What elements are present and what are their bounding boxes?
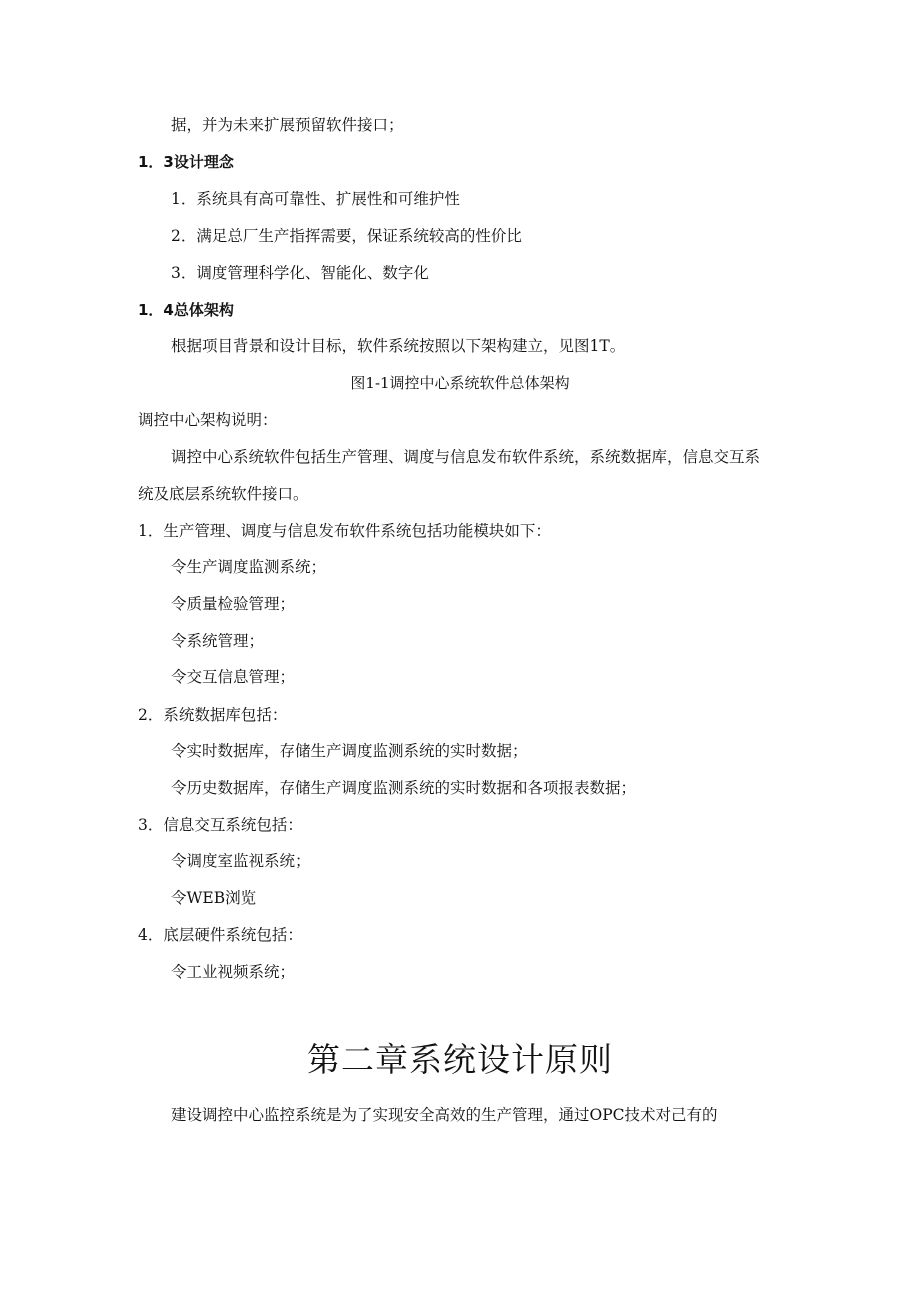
paragraph-text: 根据项目背景和设计目标，软件系统按照以下架构建立，见图1T。 — [171, 337, 626, 355]
bullet-item: 令WEB浏览 — [171, 889, 257, 907]
list-item-1: 1．系统具有高可靠性、扩展性和可维护性 — [171, 190, 460, 208]
paragraph-text: 建设调控中心监控系统是为了实现安全高效的生产管理，通过OPC技术对己有的 — [171, 1106, 718, 1124]
bullet-item: 令生产调度监测系统； — [171, 558, 327, 576]
list-item-2: 2．系统数据库包括： — [138, 706, 288, 724]
chapter-title: 第二章系统设计原则 — [307, 1040, 613, 1079]
bullet-item: 令调度室监视系统； — [171, 852, 311, 870]
bullet-item: 令交互信息管理； — [171, 668, 296, 686]
list-item-3: 3．信息交互系统包括： — [138, 816, 303, 834]
bullet-item: 令系统管理； — [171, 632, 265, 650]
bullet-item: 令实时数据库，存储生产调度监测系统的实时数据； — [171, 742, 528, 760]
paragraph-heading: 调控中心架构说明： — [138, 411, 278, 429]
list-item-4: 4．底层硬件系统包括： — [138, 926, 303, 944]
list-item-2: 2．满足总厂生产指挥需要，保证系统较高的性价比 — [171, 227, 522, 245]
paragraph-text: 调控中心系统软件包括生产管理、调度与信息发布软件系统，系统数据库，信息交互系 — [171, 448, 761, 466]
paragraph-text: 统及底层系统软件接口。 — [138, 485, 309, 503]
bullet-item: 令质量检验管理； — [171, 595, 296, 613]
list-item-3: 3．调度管理科学化、智能化、数字化 — [171, 264, 429, 282]
section-heading-1-4: 1．4总体架构 — [138, 301, 234, 319]
bullet-item: 令历史数据库，存储生产调度监测系统的实时数据和各项报表数据； — [171, 779, 637, 797]
figure-caption: 图1-1调控中心系统软件总体架构 — [350, 374, 570, 392]
section-heading-1-3: 1．3设计理念 — [138, 153, 234, 171]
paragraph-text: 据，并为未来扩展预留软件接口； — [171, 116, 404, 134]
list-item-1: 1．生产管理、调度与信息发布软件系统包括功能模块如下： — [138, 522, 551, 540]
bullet-item: 令工业视频系统； — [171, 963, 296, 981]
